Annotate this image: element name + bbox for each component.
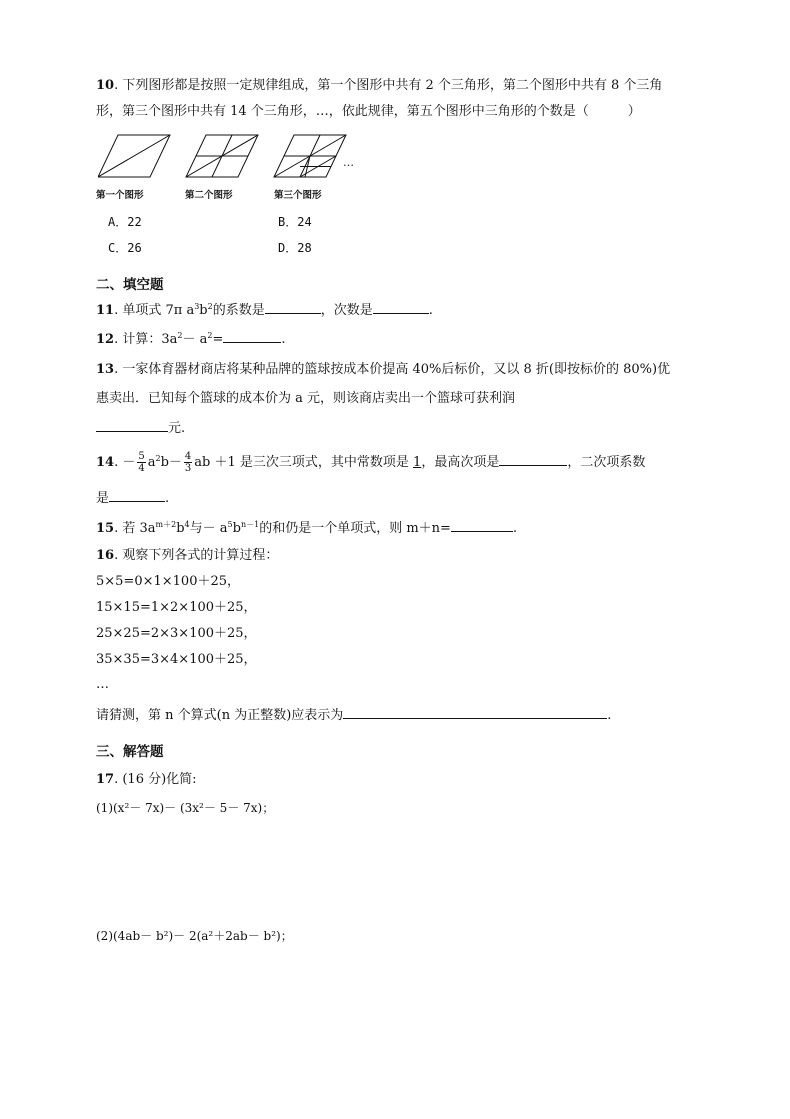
q14-mid2: b－	[160, 455, 182, 470]
option-c: C．26	[108, 241, 142, 255]
q14-fraction-1	[137, 451, 145, 474]
q14-number: 14	[96, 455, 115, 470]
q14-line2	[96, 489, 169, 508]
q17-number: 17	[96, 772, 115, 787]
q14-minus: . －	[114, 455, 136, 470]
q12-text-d: .	[281, 332, 286, 347]
q14-line1	[96, 450, 645, 476]
q12-sup1: 2	[177, 331, 183, 340]
q17-part-2: (2)(4ab－ b²)－ 2(a²＋2ab－ b²)；	[96, 929, 293, 943]
q16-line-3: 25×25=2×3×100＋25，	[96, 626, 257, 641]
q13-blank[interactable]	[96, 419, 168, 432]
q10-figures	[98, 133, 368, 181]
q13-text-3: 元.	[168, 421, 186, 436]
option-b: B．24	[278, 215, 312, 229]
q13-number: 13	[96, 362, 115, 377]
q12-text-c: =	[212, 332, 224, 347]
figure-1-diagonal	[98, 135, 170, 177]
option-a: A．22	[108, 215, 142, 229]
q14-frac1-num: 5	[138, 451, 145, 462]
q10-line2: 形，第三个图形中共有 14 个三角形，…，依此规律，第五个图形中三角形的个数是（ ）	[96, 104, 641, 119]
q13-text-1: . 一家体育器材商店将某种品牌的篮球按成本价提高 40%后标价，又以 8 折(即按标价的 80%)优	[114, 362, 671, 377]
q15-text-b: b	[176, 521, 185, 536]
q14-blank-1[interactable]	[499, 453, 567, 466]
figures-ellipsis: …	[343, 156, 354, 169]
fig-label-1: 第一个图形	[96, 190, 144, 201]
q15-sup4: n－1	[240, 520, 260, 529]
q11-sup2: 2	[207, 302, 213, 311]
q16-line-1: 5×5=0×1×100＋25，	[96, 574, 241, 589]
q11	[96, 301, 433, 320]
q14-frac2-den: 3	[184, 463, 192, 474]
q11-sup1: 3	[194, 302, 200, 311]
q16-line-4: 35×35=3×4×100＋25，	[96, 652, 257, 667]
q17-intro-text: . (16 分)化简:	[114, 772, 197, 787]
q14-const: 1	[413, 455, 422, 470]
fig-label-2: 第二个图形	[185, 190, 233, 201]
q11-text-d: ，次数是	[320, 303, 373, 318]
q13-line3	[96, 419, 185, 438]
option-d: D．28	[278, 241, 312, 255]
q15-text-f: .	[512, 521, 518, 536]
q12-sup2: 2	[207, 331, 213, 340]
q11-text-e: .	[428, 303, 433, 318]
q14-mid3: ab ＋1 是三次三项式，其中常数项是	[194, 455, 414, 470]
figure-1	[98, 135, 170, 177]
q11-number: 11	[96, 303, 115, 318]
q11-text-c: 的系数是	[212, 303, 265, 318]
q14-blank-2[interactable]	[109, 489, 165, 502]
q15-number: 15	[96, 521, 115, 536]
q14-fraction-2	[184, 451, 192, 474]
q15-sup2: 4	[184, 520, 190, 529]
q14-mid4: ，最高次项是	[421, 455, 500, 470]
q14-mid1: a	[147, 455, 156, 470]
q12-text-a: . 计算：3a	[114, 332, 178, 347]
q11-text-a: . 单项式 7π a	[114, 303, 195, 318]
q10-line1	[96, 77, 662, 95]
q16-line-5: …	[96, 677, 109, 692]
q14-frac1-den: 4	[138, 463, 145, 474]
q15-sup1: m＋2	[155, 520, 177, 529]
q16-guess	[96, 706, 611, 725]
q16-guess-text: 请猜测，第 n 个算式(n 为正整数)应表示为	[96, 708, 344, 723]
section-2-heading: 二、填空题	[96, 277, 164, 293]
q15-text-a: . 若 3a	[114, 521, 156, 536]
q11-blank-1[interactable]	[265, 301, 321, 314]
q16-line-2: 15×15=1×2×100＋25，	[96, 600, 257, 615]
q14-sup1: 2	[155, 454, 161, 463]
q11-text-b: b	[199, 303, 208, 318]
q12	[96, 330, 286, 349]
q16-intro-text: . 观察下列各式的计算过程：	[114, 548, 279, 563]
q16-intro	[96, 547, 278, 565]
figure-2	[186, 135, 258, 177]
q10-number: 10	[96, 78, 115, 93]
q15-blank[interactable]	[451, 519, 513, 532]
q15-text-c: 与－ a	[189, 521, 228, 536]
q12-number: 12	[96, 332, 115, 347]
q15-text-e: 的和仍是一个单项式，则 m＋n=	[259, 521, 451, 536]
q16-number: 16	[96, 548, 115, 563]
figure-3	[274, 135, 346, 177]
q15-sup3: 5	[227, 520, 233, 529]
q16-guess-end: .	[607, 708, 612, 723]
q17-part-1: (1)(x²－ 7x)－ (3x²－ 5－ 7x)；	[96, 801, 275, 815]
q13-line2: 惠卖出．已知每个篮球的成本价为 a 元，则该商店卖出一个篮球可获利润	[96, 391, 516, 406]
q14-line2-tail: .	[165, 491, 170, 506]
q14-frac2-num: 4	[184, 451, 192, 462]
q12-blank[interactable]	[223, 330, 281, 343]
fig-label-3: 第三个图形	[274, 190, 322, 201]
q17-intro	[96, 771, 197, 789]
q15-text-d: b	[232, 521, 241, 536]
q14-mid5: ，二次项系数	[567, 455, 646, 470]
q11-blank-2[interactable]	[373, 301, 429, 314]
q14-line2-head: 是	[96, 491, 110, 506]
q16-blank[interactable]	[343, 706, 607, 719]
q10-text-1: . 下列图形都是按照一定规律组成，第一个图形中共有 2 个三角形，第二个图形中共有 8 个三角	[114, 78, 663, 93]
section-3-heading: 三、解答题	[96, 744, 164, 760]
q13-line1	[96, 361, 670, 379]
q12-text-b: － a	[182, 332, 208, 347]
q15	[96, 519, 517, 538]
